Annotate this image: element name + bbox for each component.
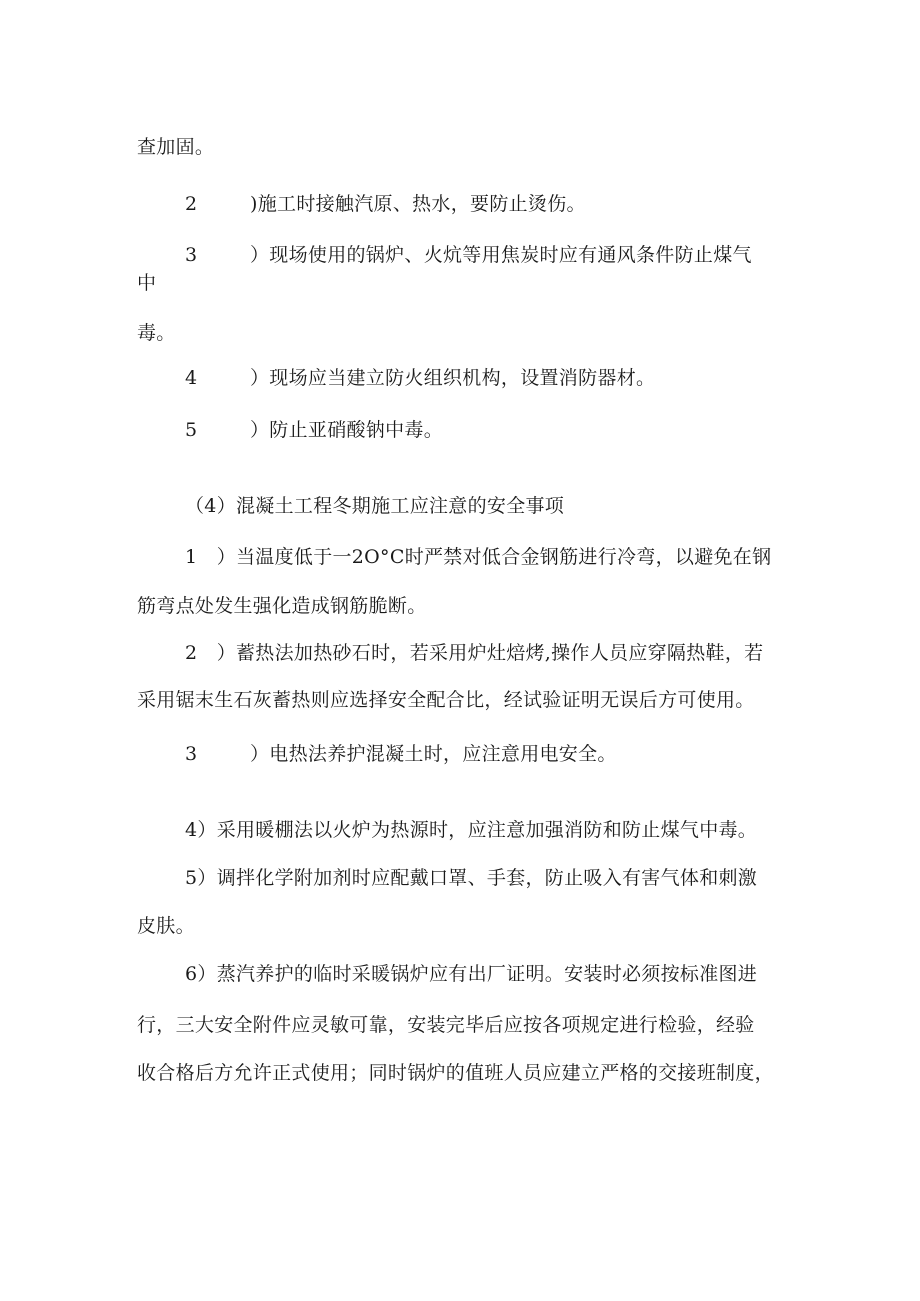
item-number: 3 — [185, 743, 198, 765]
item-number: 3 — [185, 244, 198, 266]
text-line: 1 ）当温度低于一2O°C时严禁对低合金钢筋进行冷弯，以避免在钢 — [185, 546, 772, 568]
text-line: 5）调拌化学附加剂时应配戴口罩、手套，防止吸入有害气体和刺激 — [185, 867, 758, 889]
text-line: 2 ）蓄热法加热砂石时，若采用炉灶焙烤,操作人员应穿隔热鞋，若 — [185, 642, 764, 664]
item-number: 4 — [185, 367, 198, 389]
text-line: 6）蒸汽养护的临时采暖锅炉应有出厂证明。安装时必须按标准图进 — [185, 963, 758, 985]
item-number: 2 — [185, 193, 198, 215]
text-line: 中 — [137, 272, 157, 294]
section-heading: （4）混凝土工程冬期施工应注意的安全事项 — [185, 495, 565, 517]
text-line: 收合格后方允许正式使用；同时锅炉的值班人员应建立严格的交接班制度， — [137, 1062, 774, 1084]
item-number: 5 — [185, 419, 198, 441]
text-line: 筋弯点处发生强化造成钢筋脆断。 — [137, 595, 427, 617]
text-line: 查加固。 — [137, 136, 215, 158]
text-line: ）现场应当建立防火组织机构，设置消防器材。 — [250, 367, 656, 389]
text-line: 4）采用暖棚法以火炉为热源时，应注意加强消防和防止煤气中毒。 — [185, 819, 758, 841]
text-line: ）电热法养护混凝土时，应注意用电安全。 — [250, 743, 617, 765]
text-line: 行，三大安全附件应灵敏可靠，安装完毕后应按各项规定进行检验，经验 — [137, 1014, 755, 1036]
text-line: ）现场使用的锅炉、火炕等用焦炭时应有通风条件防止煤气 — [250, 244, 752, 266]
text-line: 皮肤。 — [137, 915, 195, 937]
text-line: 采用锯末生石灰蓄热则应选择安全配合比，经试验证明无误后方可使用。 — [137, 689, 755, 711]
text-line: 毒。 — [137, 322, 176, 344]
text-line: )施工时接触汽原、热水，要防止烫伤。 — [250, 193, 586, 215]
text-line: ）防止亚硝酸钠中毒。 — [250, 419, 444, 441]
